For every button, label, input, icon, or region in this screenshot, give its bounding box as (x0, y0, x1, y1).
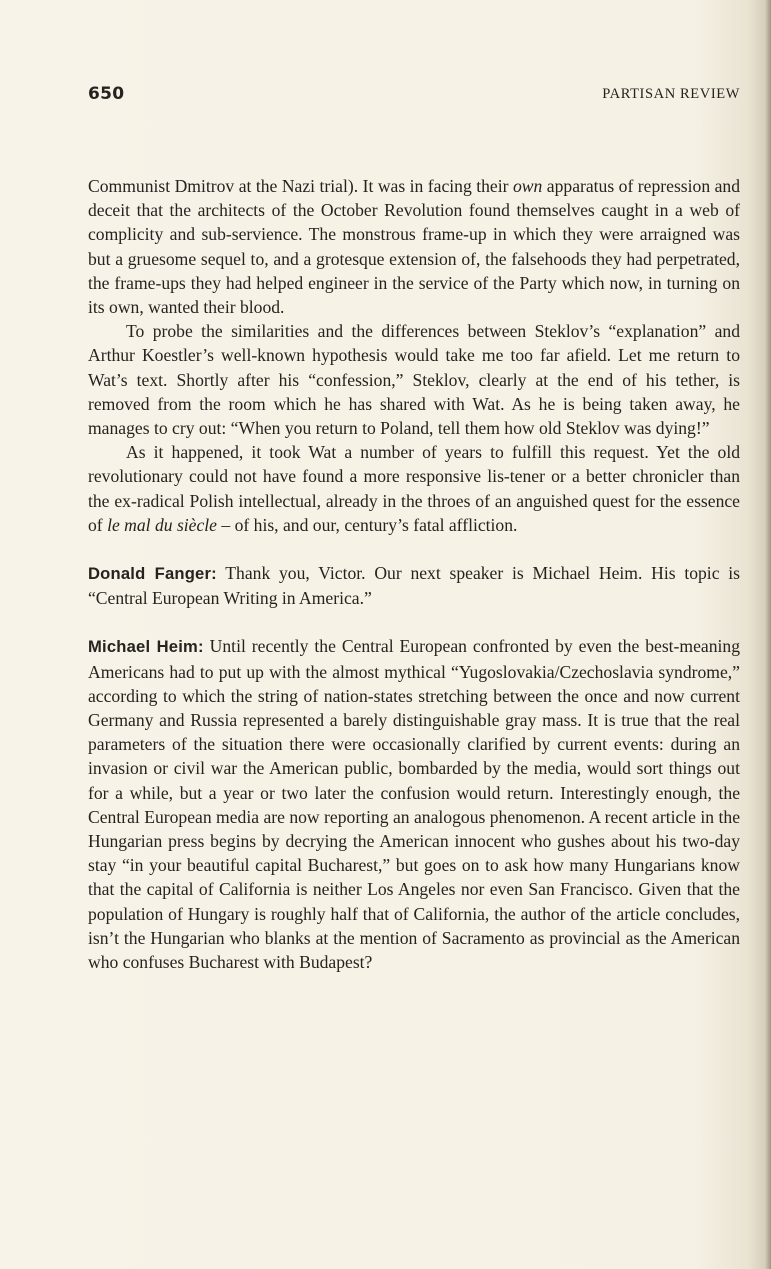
italic-phrase: le mal du siècle (107, 514, 217, 535)
paragraph-text: Communist Dmitrov at the Nazi trial). It was in facing their (88, 176, 513, 196)
page-number: 650 (88, 84, 125, 104)
paragraph-text: apparatus of repression and deceit that the architects of the October Revolution found themselves caught in a web of complicity and sub-servience. The monstrous frame-up in which they were arraigned was but a gruesome sequel to, and a grotesque extension of, the falsehoods they had perpetrated, the frame-ups they had helped engineer in the service of the Party which now, in turning on its own, wanted their blood. (88, 176, 740, 318)
speaker-name: Michael Heim: (88, 637, 204, 657)
speech-text: Until recently the Central European confronted by even the best-meaning Americans had to put up with the almost mythical “Yugoslovakia/Czechoslavia syndrome,” according to which the string of nation-states stretching between the once and now current Germany and Russia represented a barely distinguishable gray mass. It is true that the real parameters of the situation there were occasionally clarified by current events: during an invasion or civil war the American public, bombarded by the media, would sort things out for a while, but a year or two later the confusion would return. Interestingly enough, the Central European media are now reporting an analogous phenomenon. A recent article in the Hungarian press begins by decrying the American innocent who gushes about his two-day stay “in your beautiful capital Bucharest,” but goes on to ask how many Hungarians know that the capital of California is neither Los Angeles nor even San Francisco. Given that the population of Hungary is roughly half that of California, the author of the article concludes, isn’t the Hungarian who blanks at the mention of Sacramento as provincial as the American who confuses Bucharest with Budapest? (88, 636, 740, 973)
running-header (88, 84, 740, 106)
page-edge-shadow (765, 0, 771, 1269)
paragraph-wat-request (88, 440, 740, 537)
italic-emphasis: own (512, 176, 543, 196)
speaker-name: Donald Fanger: (88, 564, 217, 584)
paragraph-continuation (88, 174, 740, 319)
paragraph-steklov: To probe the similarities and the differences between Steklov’s “explanation” and Arthur Koestler’s well-known hypothesis would take me too far afield. Let me return to Wat’s text. Shortly after his “confession,” Steklov, clearly at the end of his tether, is removed from the room which he has shared with Wat. As he is being taken away, he manages to cry out: “When you return to Poland, tell them how old Steklov was dying!” (88, 321, 740, 439)
paragraph-text: – of his, and our, century’s fatal affliction. (217, 514, 518, 535)
speech-text: Thank you, Victor. Our next speaker is Michael Heim. His topic is “Central European Writing in America.” (88, 563, 740, 609)
paragraph-text: As it happened, it took Wat a number of years to fulfill this request. Yet the old revolutionary could not have found a more responsive lis-tener or a better chronicler than the ex-radical Polish intellectual, already in the throes of an anguished quest for the essence of (88, 442, 740, 535)
paragraph-fanger (88, 561, 740, 610)
body-text (88, 174, 740, 974)
paragraph-heim (88, 634, 740, 974)
journal-title: PARTISAN REVIEW (602, 86, 740, 102)
